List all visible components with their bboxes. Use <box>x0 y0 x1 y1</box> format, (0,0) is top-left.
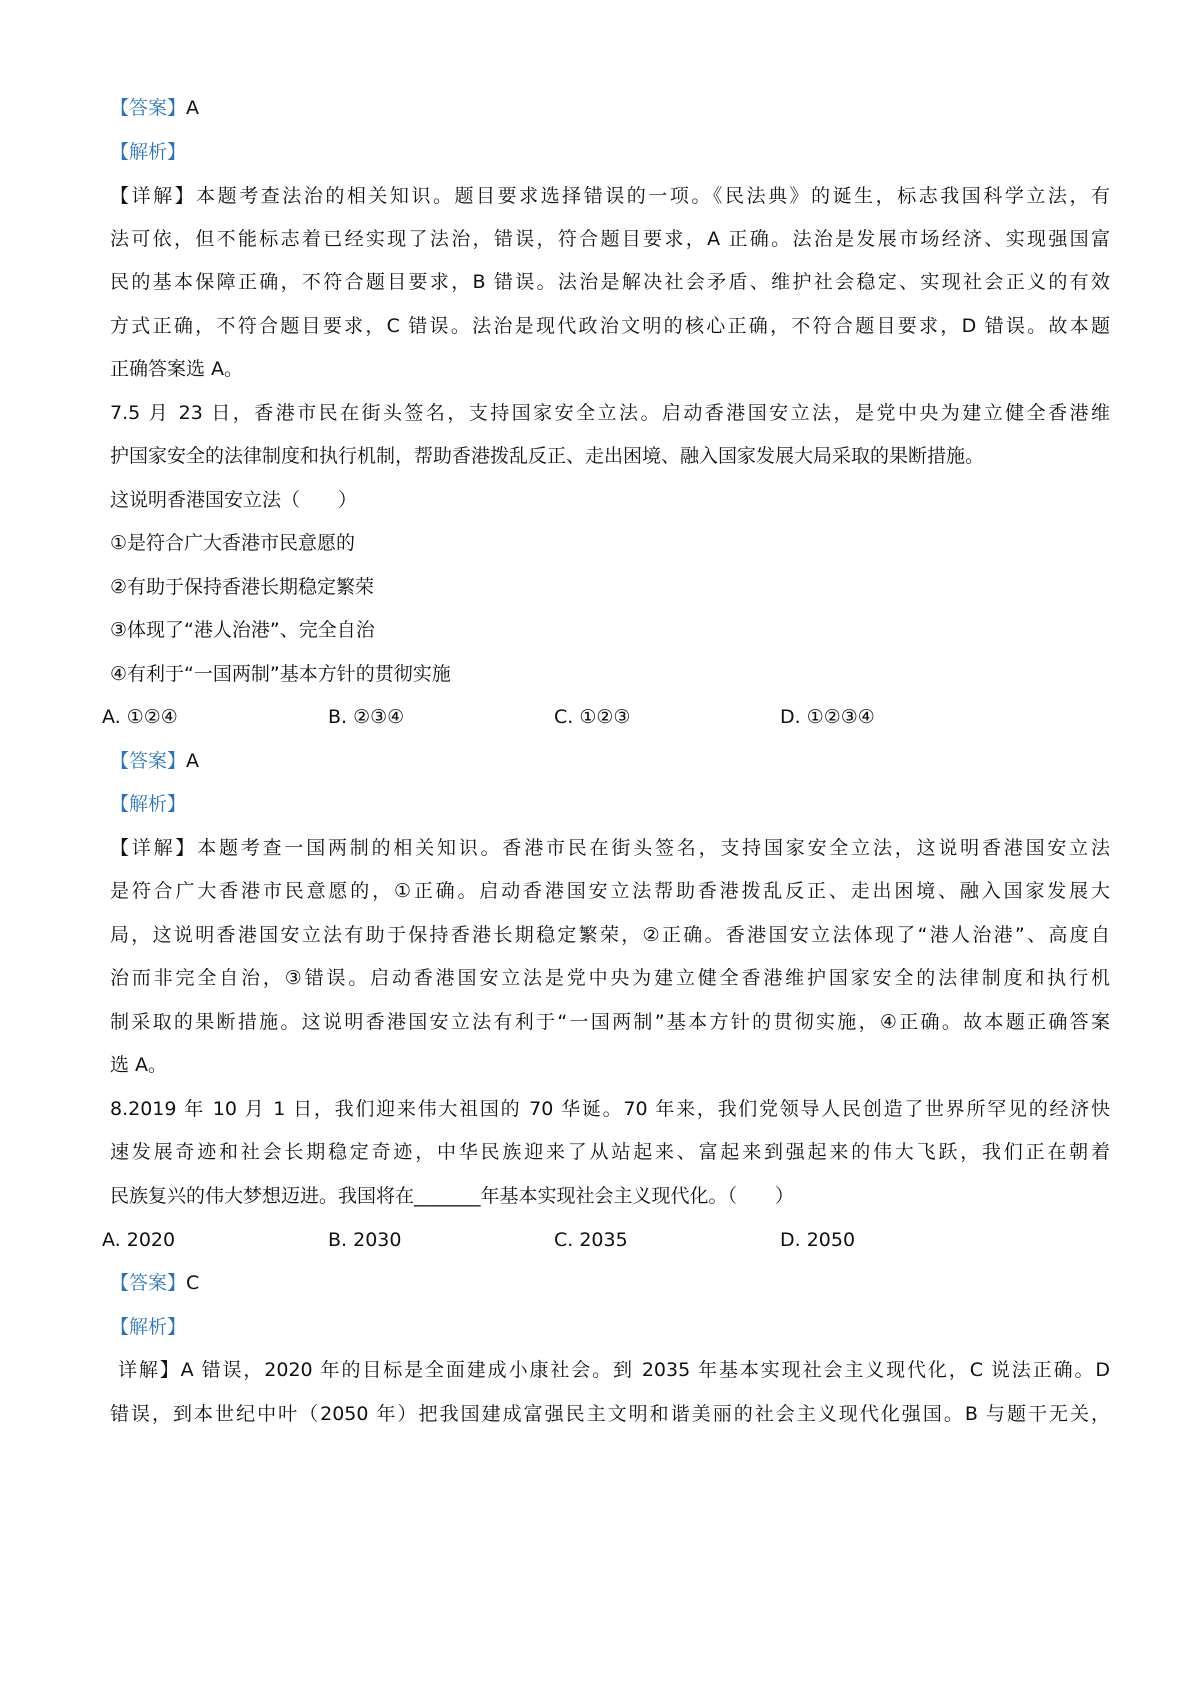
q6-detail-line-2: 法可依，但不能标志着已经实现了法治，错误，符合题目要求，A 正确。法治是发展市场经济、实现强国富 <box>110 228 1110 250</box>
q7-statement-1: ①是符合广大香港市民意愿的 <box>110 532 356 554</box>
q7-detail-line-5: 制采取的果断措施。这说明香港国安立法有利于“一国两制”基本方针的贯彻实施，④正确。故本题正确答案 <box>110 1011 1110 1033</box>
detail-tag: 【详解】 <box>110 837 198 859</box>
q6-detail-line-3: 民的基本保障正确，不符合题目要求，B 错误。法治是解决社会矛盾、维护社会稳定、实现社会正义的有效 <box>110 271 1110 293</box>
q7-answer-value: A <box>186 750 200 772</box>
q6-detail-line-4: 方式正确，不符合题目要求，C 错误。法治是现代政治文明的核心正确，不符合题目要求，D 错误。故本题 <box>110 315 1110 337</box>
q8-stem-line-1: 8.2019 年 10 月 1 日，我们迎来伟大祖国的 70 华诞。70 年来，我们党领导人民创造了世界所罕见的经济快 <box>110 1098 1110 1120</box>
q7-stem-line-3: 这说明香港国安立法（ ） <box>110 489 358 511</box>
q8-analysis-tag: 【解析】 <box>110 1316 187 1338</box>
q8-answer-value: C <box>186 1272 200 1294</box>
q6-analysis-tag: 【解析】 <box>110 141 187 163</box>
q8-stem-line-3: 民族复兴的伟大梦想迈进。我国将在_______年基本实现社会主义现代化。（ ） <box>110 1185 795 1207</box>
q7-option-c: C. ①②③ <box>554 706 631 728</box>
q7-option-b: B. ②③④ <box>328 706 405 728</box>
q8-option-d: D. 2050 <box>780 1229 856 1251</box>
q7-statement-2: ②有助于保持香港长期稳定繁荣 <box>110 576 375 598</box>
q6-answer-value: A <box>186 97 200 119</box>
q8-detail-line-2: 错误，到本世纪中叶（2050 年）把我国建成富强民主文明和谐美丽的社会主义现代化强国。B 与题干无关， <box>110 1403 1110 1425</box>
q8-option-a: A. 2020 <box>102 1229 176 1251</box>
q7-detail-line-1: 【详解】本题考查一国两制的相关知识。香港市民在街头签名，支持国家安全立法，这说明香港国安立法 <box>110 837 1110 859</box>
q7-detail-line-6: 选 A。 <box>110 1054 168 1076</box>
detail-tag: 【详解】 <box>110 185 197 207</box>
q7-statement-4: ④有利于“一国两制”基本方针的贯彻实施 <box>110 663 451 685</box>
q6-detail-line-1: 【详解】本题考查法治的相关知识。题目要求选择错误的一项。《民法典》的诞生，标志我国科学立法，有 <box>110 185 1110 207</box>
q7-analysis-tag: 【解析】 <box>110 793 187 815</box>
q7-option-a: A. ①②④ <box>102 706 178 728</box>
q7-statement-3: ③体现了“港人治港”、完全自治 <box>110 619 375 641</box>
q7-stem-line-1: 7.5 月 23 日，香港市民在街头签名，支持国家安全立法。启动香港国安立法，是党中央为建立健全香港维 <box>110 402 1110 424</box>
answer-tag: 【答案】 <box>110 97 187 119</box>
q8-detail-line-1: 详解】A 错误，2020 年的目标是全面建成小康社会。到 2035 年基本实现社会主义现代化，C 说法正确。D <box>118 1359 1110 1381</box>
q6-detail-line-5: 正确答案选 A。 <box>110 358 244 380</box>
q7-option-d: D. ①②③④ <box>780 706 875 728</box>
q8-stem-line-2: 速发展奇迹和社会长期稳定奇迹，中华民族迎来了从站起来、富起来到强起来的伟大飞跃，我们正在朝着 <box>110 1141 1110 1163</box>
q8-answer-line <box>110 1270 1110 1296</box>
q7-answer-line <box>110 748 1110 774</box>
detail-prefix: 详解】 <box>118 1359 181 1381</box>
q7-detail-line-2: 是符合广大香港市民意愿的，①正确。启动香港国安立法帮助香港拨乱反正、走出困境、融入国家发展大 <box>110 880 1110 902</box>
q7-detail-line-4: 治而非完全自治，③错误。启动香港国安立法是党中央为建立健全香港维护国家安全的法律制度和执行机 <box>110 967 1110 989</box>
answer-tag: 【答案】 <box>110 1272 187 1294</box>
answer-tag: 【答案】 <box>110 750 187 772</box>
q6-answer-line <box>110 95 1110 121</box>
q7-stem-line-2: 护国家安全的法律制度和执行机制，帮助香港拨乱反正、走出困境、融入国家发展大局采取的果断措施。 <box>110 445 985 467</box>
q8-option-c: C. 2035 <box>554 1229 628 1251</box>
q7-detail-line-3: 局，这说明香港国安立法有助于保持香港长期稳定繁荣，②正确。香港国安立法体现了“港人治港”、高度自 <box>110 924 1110 946</box>
q8-option-b: B. 2030 <box>328 1229 402 1251</box>
